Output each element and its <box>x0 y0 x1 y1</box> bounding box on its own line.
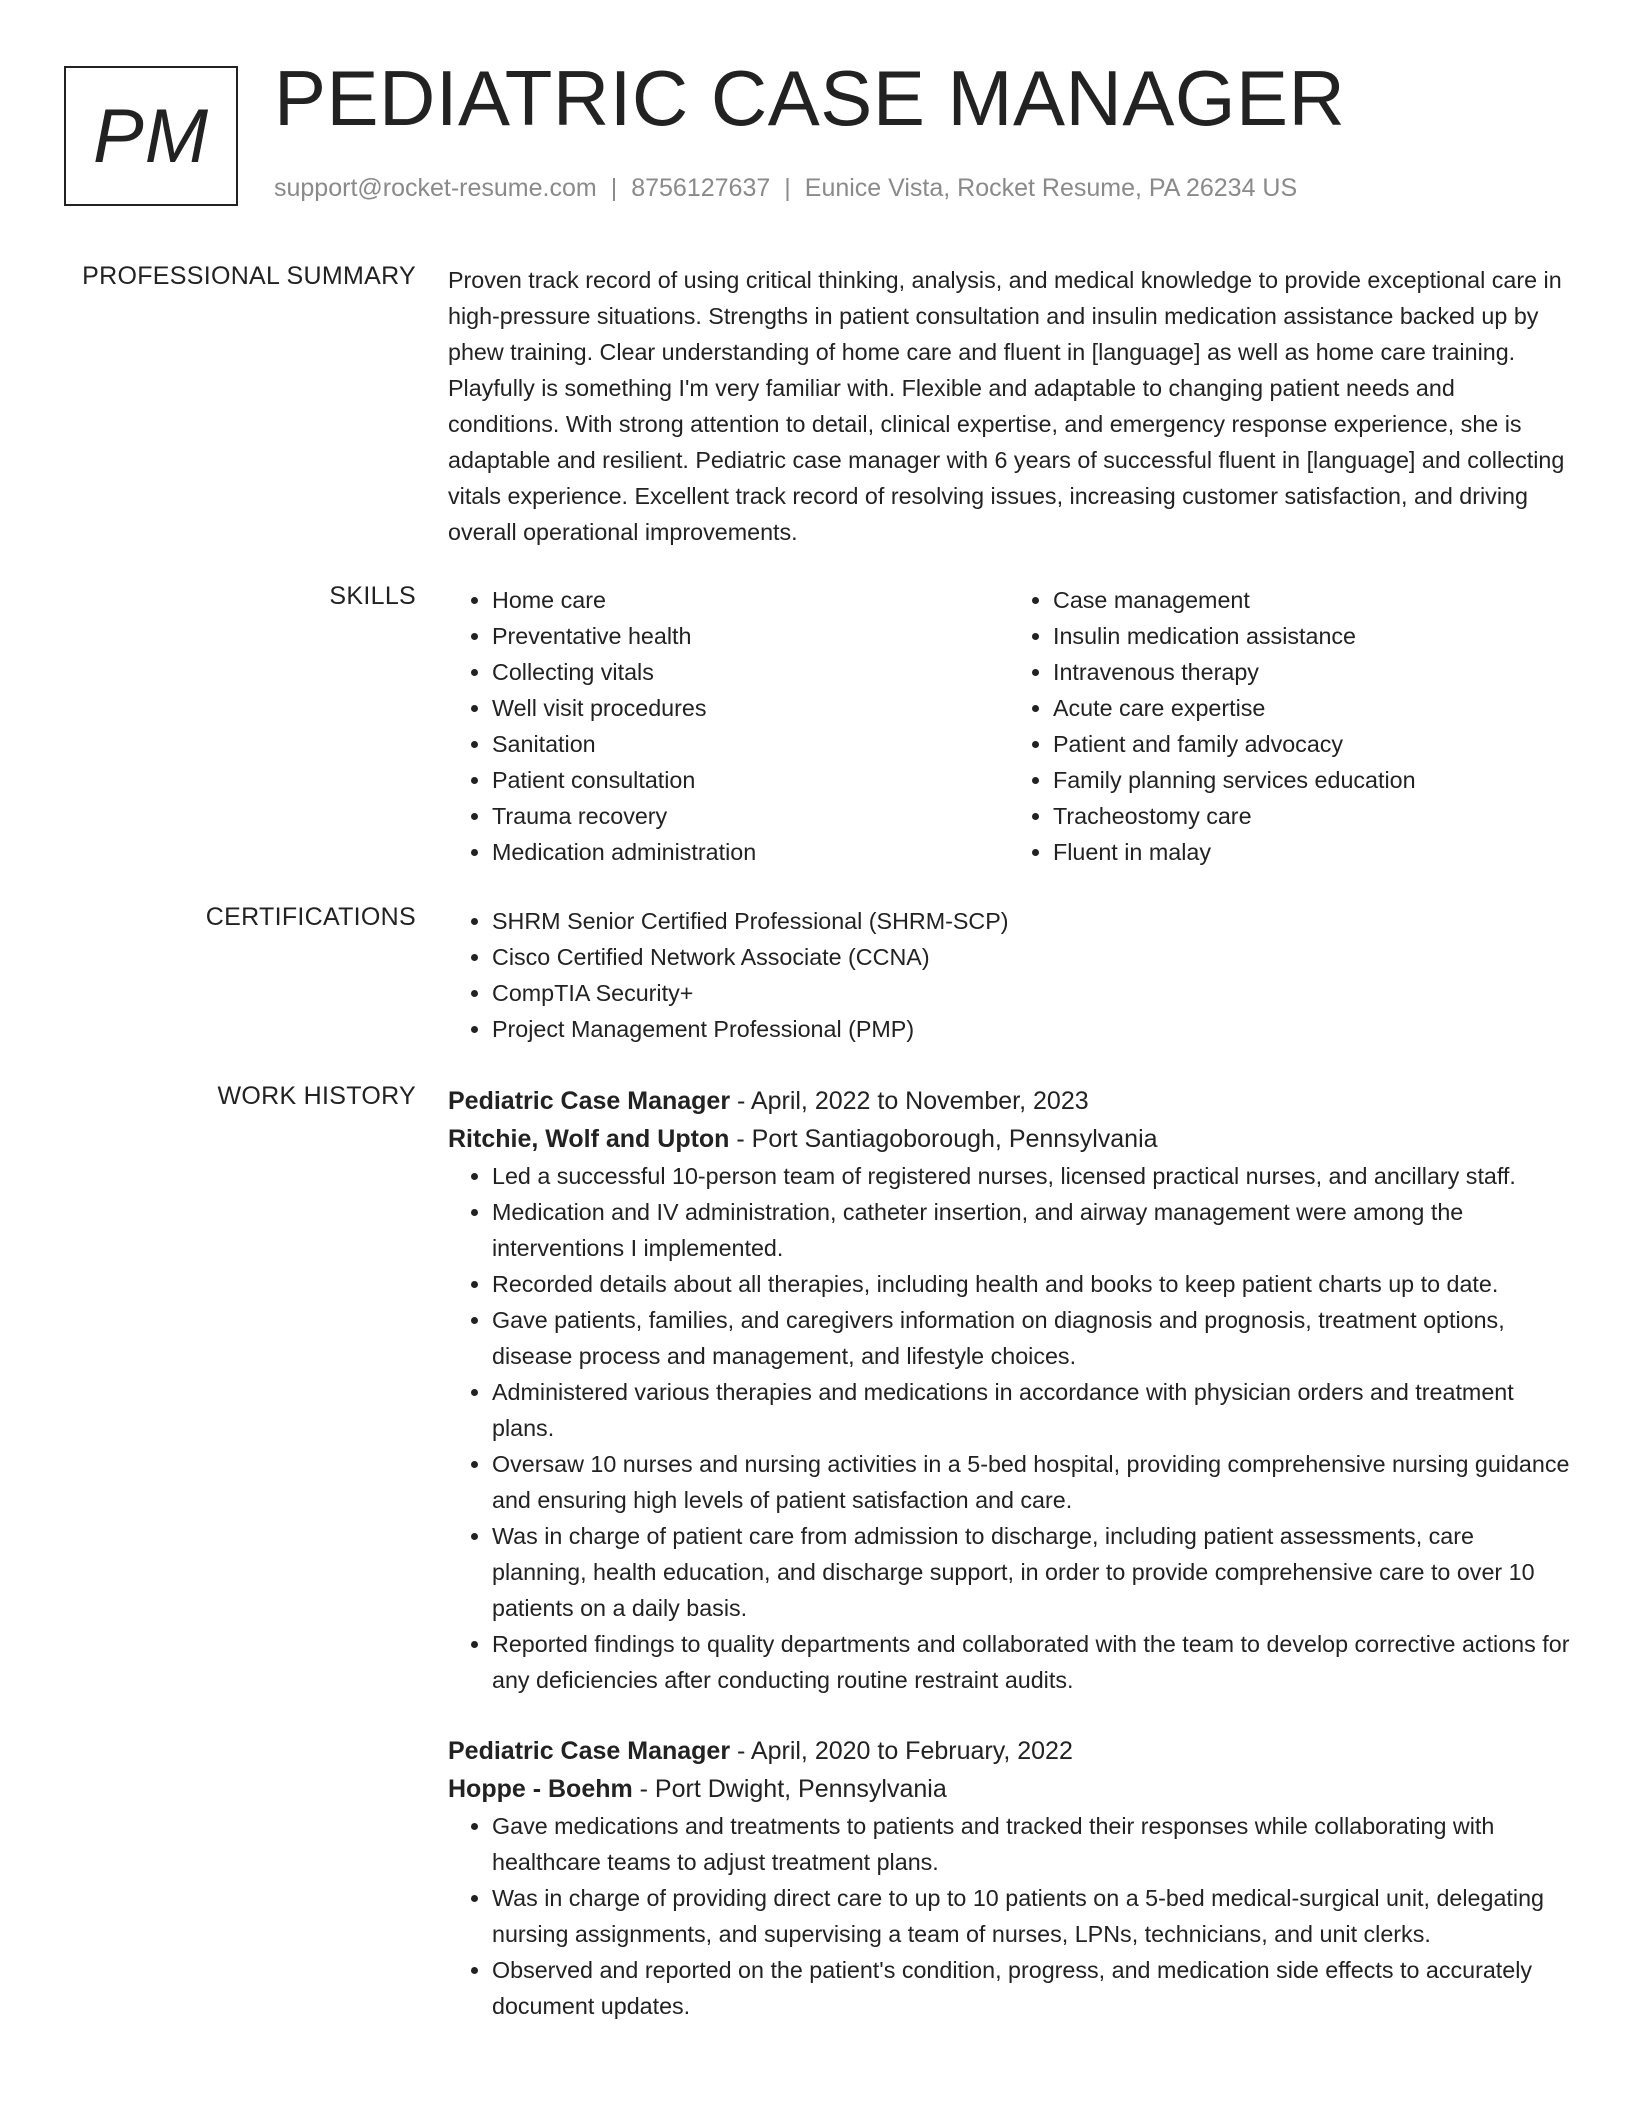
list-item: • Cisco Certified Network Associate (CCNA) <box>492 939 1570 975</box>
certifications-list <box>448 903 1570 1047</box>
monogram-box <box>64 66 238 206</box>
contact-separator: | <box>610 174 618 202</box>
list-item: • Insulin medication assistance <box>1053 618 1570 654</box>
list-item: • Intravenous therapy <box>1053 654 1570 690</box>
list-item: • Administered various therapies and medications in accordance with physician orders and treatment plans. <box>492 1374 1570 1446</box>
job-company: Hoppe - Boehm <box>448 1775 633 1803</box>
list-item: • Preventative health <box>492 618 1009 654</box>
list-item: • Led a successful 10-person team of registered nurses, licensed practical nurses, and ancillary staff. <box>492 1158 1570 1194</box>
list-item: • Recorded details about all therapies, including health and books to keep patient charts up to date. <box>492 1266 1570 1302</box>
job-company-line <box>448 1770 1570 1808</box>
skills-list-left <box>448 582 1009 870</box>
list-item: • SHRM Senior Certified Professional (SHRM-SCP) <box>492 903 1570 939</box>
list-item: • Gave medications and treatments to patients and tracked their responses while collaborating with healthcare teams to adjust treatment plans. <box>492 1808 1570 1880</box>
list-item: • Medication administration <box>492 834 1009 870</box>
list-item: • Oversaw 10 nurses and nursing activities in a 5-bed hospital, providing comprehensive nursing guidance and ensuring high levels of patient satisfaction and care. <box>492 1446 1570 1518</box>
list-item: • Patient consultation <box>492 762 1009 798</box>
page-title: PEDIATRIC CASE MANAGER <box>274 54 1346 142</box>
job-company: Ritchie, Wolf and Upton <box>448 1125 730 1153</box>
list-item: • Tracheostomy care <box>1053 798 1570 834</box>
list-item: • Fluent in malay <box>1053 834 1570 870</box>
contact-email: support@rocket-resume.com <box>274 174 597 202</box>
job-role-line <box>448 1082 1570 1120</box>
list-item: • Sanitation <box>492 726 1009 762</box>
work-heading: WORK HISTORY <box>217 1082 416 1110</box>
job-role: Pediatric Case Manager <box>448 1087 731 1115</box>
list-item: • Project Management Professional (PMP) <box>492 1011 1570 1047</box>
contact-phone: 8756127637 <box>631 174 771 202</box>
contact-separator: | <box>784 174 791 202</box>
list-item: • Trauma recovery <box>492 798 1009 834</box>
summary-heading: PROFESSIONAL SUMMARY <box>82 262 416 290</box>
list-item: • Family planning services education <box>1053 762 1570 798</box>
job-location: - Port Dwight, Pennsylvania <box>632 1775 947 1803</box>
skills-heading: SKILLS <box>329 582 416 610</box>
list-item: • Acute care expertise <box>1053 690 1570 726</box>
list-item: • Well visit procedures <box>492 690 1009 726</box>
job-bullets <box>448 1158 1570 1698</box>
contact-address: Eunice Vista, Rocket Resume, PA 26234 US <box>804 174 1298 202</box>
list-item: • Medication and IV administration, catheter insertion, and airway management were among the interventions I implemented. <box>492 1194 1570 1266</box>
list-item: • Was in charge of providing direct care to up to 10 patients on a 5-bed medical-surgical unit, delegating nursing assignments, and supervising a team of nurses, LPNs, technicians, and unit clerks. <box>492 1880 1570 1952</box>
monogram-initials: PM <box>93 93 209 179</box>
job-company-line <box>448 1120 1570 1158</box>
job-role: Pediatric Case Manager <box>448 1737 731 1765</box>
contact-line <box>274 174 1297 203</box>
skills-list-right <box>1009 582 1570 870</box>
list-item: • Home care <box>492 582 1009 618</box>
job-entry <box>448 1732 1570 2024</box>
list-item: • CompTIA Security+ <box>492 975 1570 1011</box>
job-dates: - April, 2020 to February, 2022 <box>730 1737 1073 1765</box>
list-item: • Reported findings to quality departments and collaborated with the team to develop corrective actions for any deficiencies after conducting routine restraint audits. <box>492 1626 1570 1698</box>
job-bullets <box>448 1808 1570 2024</box>
list-item: • Case management <box>1053 582 1570 618</box>
list-item: • Observed and reported on the patient's condition, progress, and medication side effects to accurately document updates. <box>492 1952 1570 2024</box>
job-entry <box>448 1082 1570 1698</box>
summary-text: Proven track record of using critical thinking, analysis, and medical knowledge to provide exceptional care in high-pressure situations. Strengths in patient consultation and insulin medication assistance backed up by phew training. Clear understanding of home care and fluent in [language] as well as home care training. Playfully is something I'm very familiar with. Flexible and adaptable to changing patient needs and conditions. With strong attention to detail, clinical expertise, and emergency response experience, she is adaptable and resilient. Pediatric case manager with 6 years of successful fluent in [language] and collecting vitals experience. Excellent track record of resolving issues, increasing customer satisfaction, and driving overall operational improvements. <box>448 267 1565 545</box>
job-location: - Port Santiagoborough, Pennsylvania <box>729 1125 1158 1153</box>
job-dates: - April, 2022 to November, 2023 <box>730 1087 1089 1115</box>
job-role-line <box>448 1732 1570 1770</box>
list-item: • Patient and family advocacy <box>1053 726 1570 762</box>
list-item: • Collecting vitals <box>492 654 1009 690</box>
certifications-heading: CERTIFICATIONS <box>205 903 416 931</box>
list-item: • Gave patients, families, and caregivers information on diagnosis and prognosis, treatment options, disease process and management, and lifestyle choices. <box>492 1302 1570 1374</box>
list-item: • Was in charge of patient care from admission to discharge, including patient assessments, care planning, health education, and discharge support, in order to provide comprehensive care to over 10 patients on a daily basis. <box>492 1518 1570 1626</box>
